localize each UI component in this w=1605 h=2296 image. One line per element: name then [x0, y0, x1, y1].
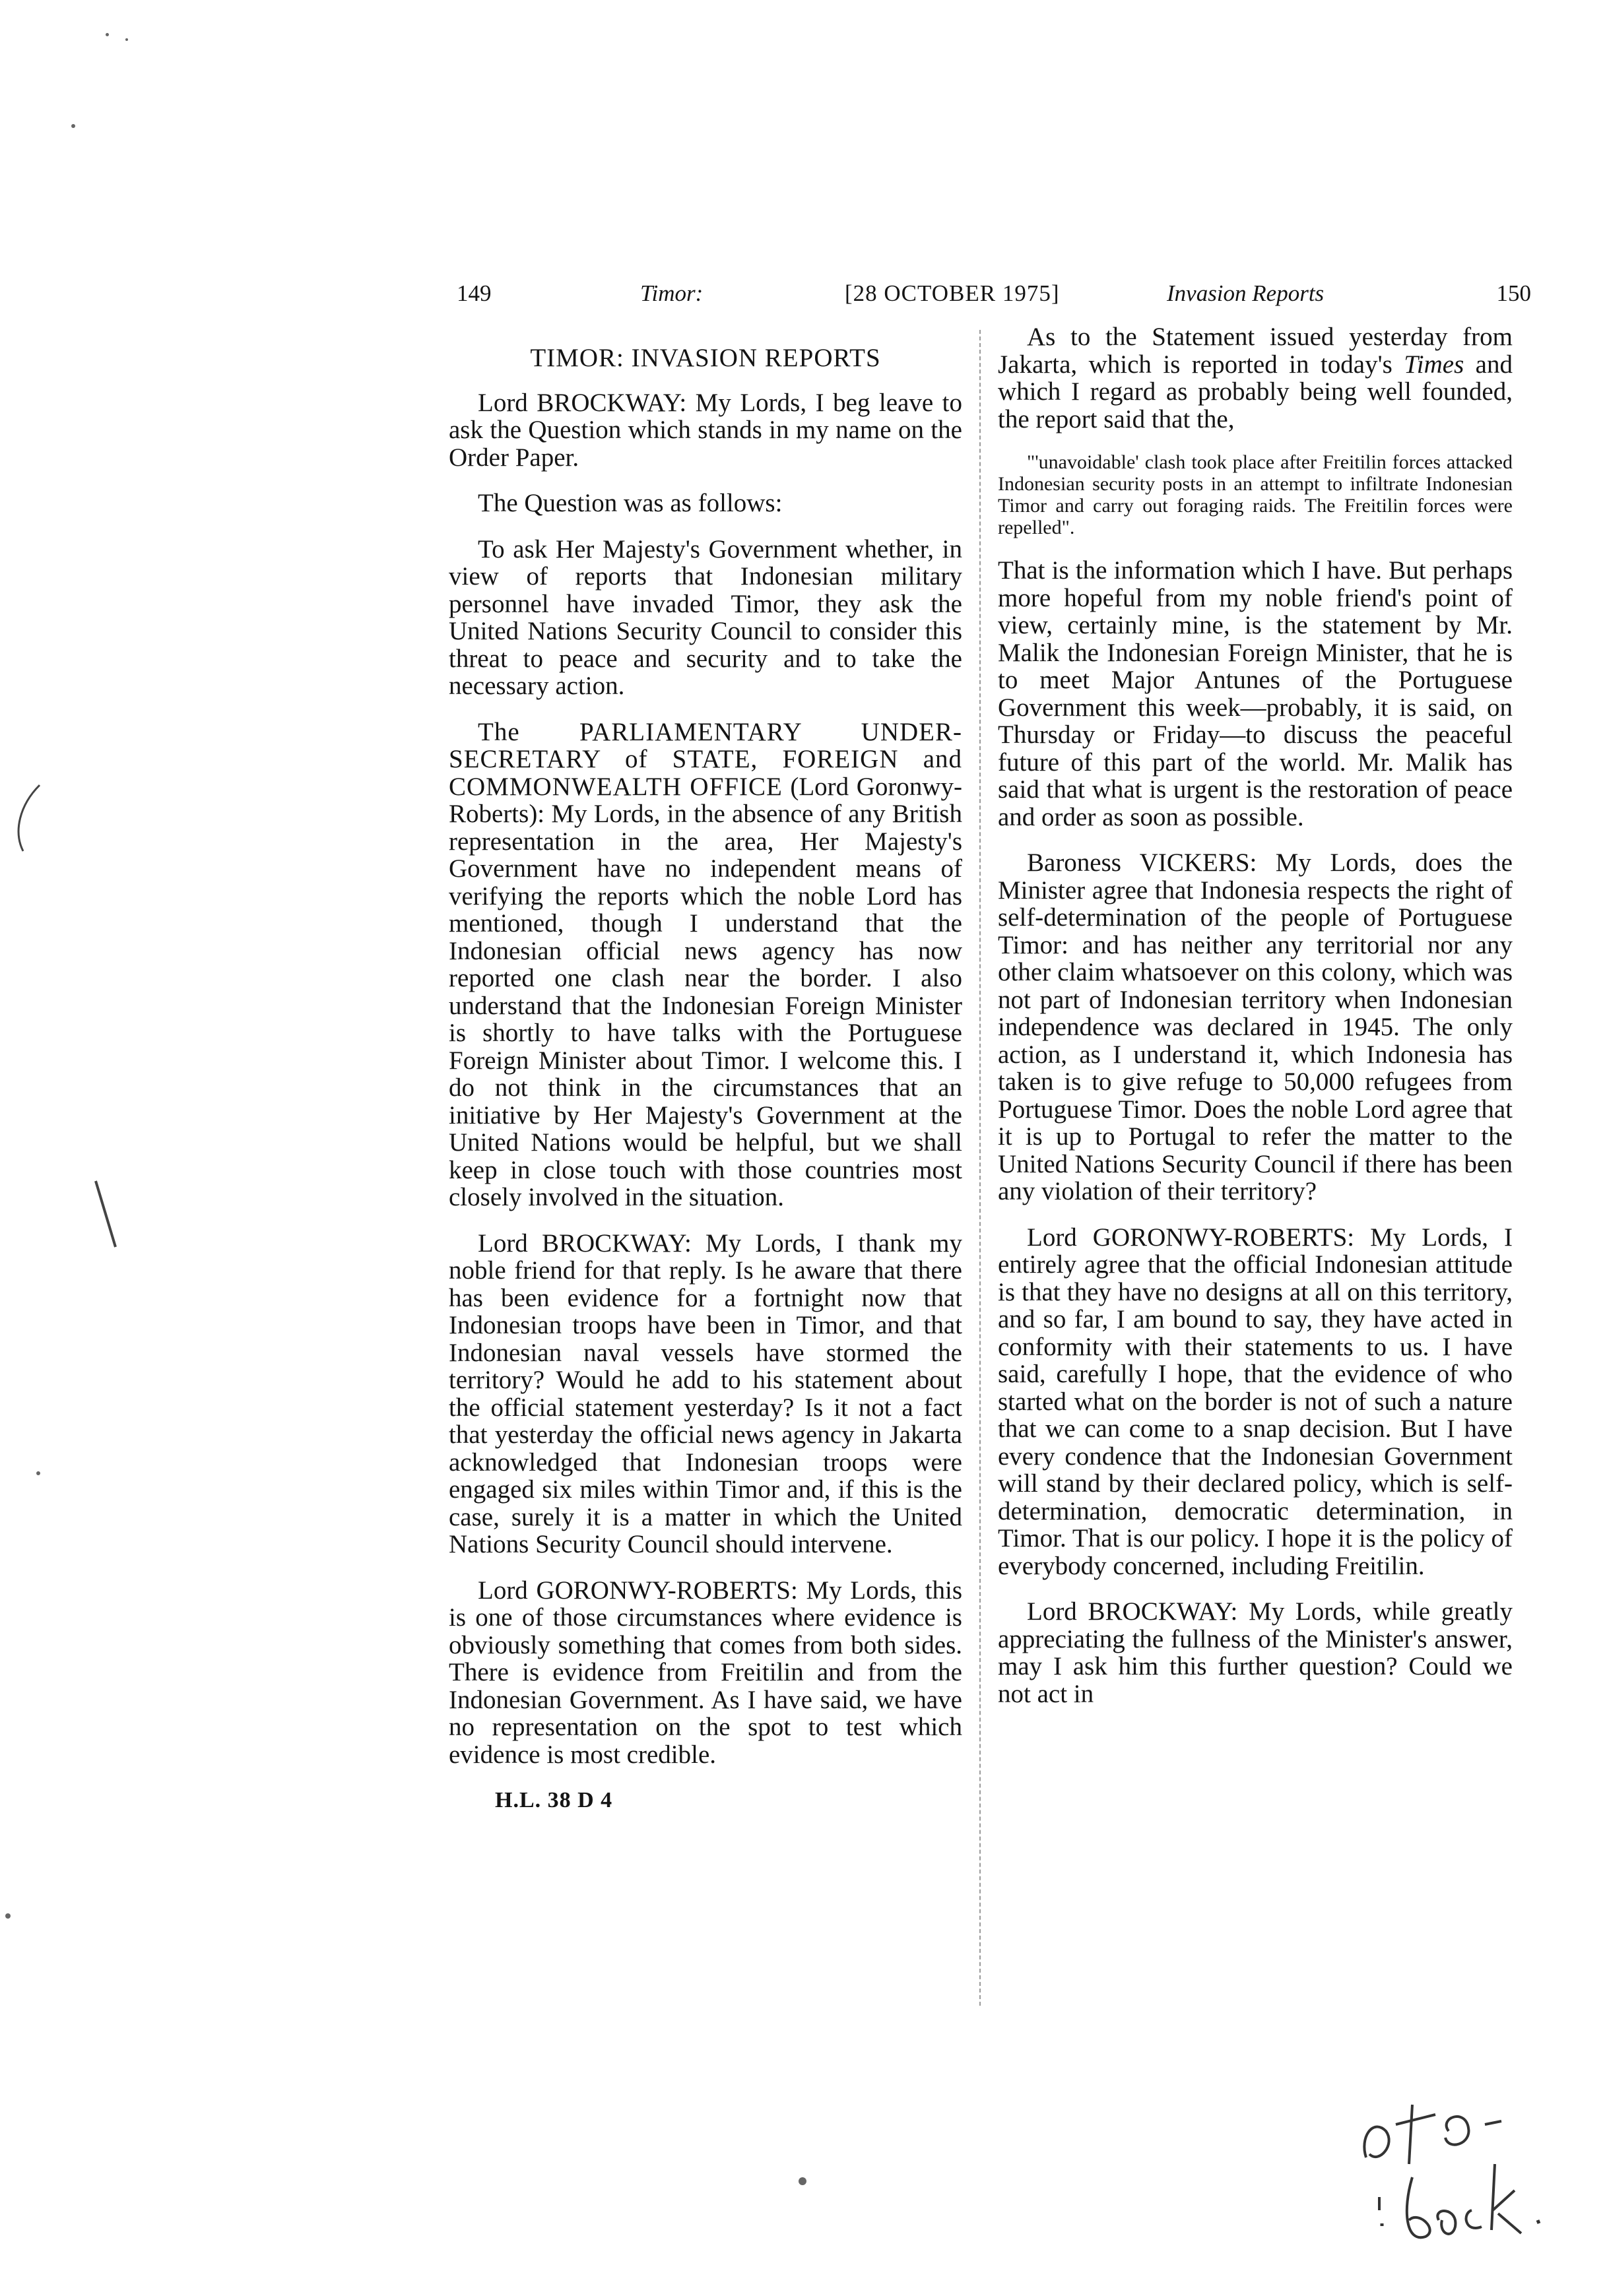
page-number-left: 149: [457, 280, 492, 306]
left-column: [449, 323, 962, 1814]
paragraph-under-secretary-answer: [449, 718, 962, 1211]
text-run: and which I regard as probably being well founded, the report said that the,: [998, 350, 1513, 433]
scan-speck: [106, 33, 109, 36]
handwriting-strokes: [1340, 2078, 1564, 2263]
speaker-title: The PARLIAMENTARY UNDER-SECRETARY of STATE, FOREIGN and COMMONWEALTH OFFICE: [449, 717, 962, 801]
paragraph-goronwy-roberts-answer: Lord GORONWY-ROBERTS: My Lords, I entirely agree that the official Indonesian attitude is that they have no designs at all on this territory, and so far, I am bound to say, they have acted in conformity with their statements to us. I have said, carefully I hope, that the evidence of who started what on the border is not of such a nature that we can come to a snap decision. But I have every condence that the Indonesian Government will stand by their declared policy, which is self-determination, democratic determination, in Timor. That is our policy. I hope it is the policy of everybody concerned, including Freitilin.: [998, 1223, 1513, 1580]
scan-speck: [799, 2177, 806, 2185]
handwritten-annotation: [1340, 2078, 1564, 2263]
scan-speck: [5, 1913, 11, 1919]
answer-body: (Lord Goronwy-Roberts): My Lords, in the absence of any British representation in the area, Her Majesty's Government have no independent means of verifying the reports which the noble Lord has mentioned, though I understand that the Indonesian official news agency has now reported one clash near the border. I also understand that the Indonesian Foreign Minister is shortly to have talks with the Portuguese Foreign Minister about Timor. I welcome this. I do not think in the circumstances that an initiative by Her Majesty's Government at the United Nations would be helpful, but we shall keep in close touch with those countries most closely involved in the situation.: [449, 772, 962, 1211]
paragraph-question-intro: The Question was as follows:: [478, 489, 783, 517]
scan-speck: [125, 38, 128, 41]
quoted-report: "'unavoidable' clash took place after Freitilin forces attacked Indonesian security posts in an attempt to infiltrate Indonesian Timor and carry out foraging raids. The Freitilin forces were repelled".: [998, 451, 1513, 538]
scan-speck: [71, 124, 75, 128]
paragraph-brockway-question: Lord BROCKWAY: My Lords, I beg leave to ask the Question which stands in my name on the Order Paper.: [449, 388, 962, 472]
running-head-date: [28 OCTOBER 1975]: [845, 280, 1060, 306]
paragraph-vickers-question: Baroness VICKERS: My Lords, does the Minister agree that Indonesia respects the right of self-determination of the people of Portuguese Timor: and has neither any territorial nor any other claim whatsoever on this colony, which was not part of Indonesian territory when Indonesian independence was declared in 1945. The only action, as I understand it, which Indonesia has taken is to give refuge to 50,000 refugees from Portuguese Timor. Does the noble Lord agree that it is up to Portugal to refer the matter to the United Nations Security Council if there has been any violation of their territory?: [998, 848, 1513, 1205]
paragraph-goronwy-roberts-reply: Lord GORONWY-ROBERTS: My Lords, this is one of those circumstances where evidence is obviously something that comes from both sides. There is evidence from Freitilin and from the Indonesian Government. As I have said, we have no representation on the spot to test which evidence is most credible.: [449, 1576, 962, 1769]
paragraph-brockway-reply: Lord BROCKWAY: My Lords, I thank my noble friend for that reply. Is he aware that there has been evidence for a fortnight now that Indonesian troops have been in Timor, and that Indonesian naval vessels have stormed the territory? Would he add to his statement about the official statement yesterday? Is it not a fact that yesterday the official news agency in Jakarta acknowledged that Indonesian troops were engaged six miles within Timor and, if this is the case, surely it is a matter in which the United Nations Security Council should intervene.: [449, 1228, 962, 1558]
page-number-right: 150: [1496, 280, 1531, 306]
section-title: TIMOR: INVASION REPORTS: [530, 344, 881, 372]
printer-signature: H.L. 38 D 4: [495, 1788, 613, 1812]
running-head-left: Timor:: [640, 280, 704, 306]
right-column: [998, 323, 1513, 1726]
margin-mark-slash: [92, 1174, 119, 1254]
column-divider: [979, 330, 981, 2006]
newspaper-name: Times: [1404, 350, 1464, 379]
quoted-question: To ask Her Majesty's Government whether, in view of reports that Indonesian military personnel have invaded Timor, they ask the United Nations Security Council to consider this threat to peace and security and to take the necessary action.: [449, 534, 962, 700]
paragraph-brockway-further-question: Lord BROCKWAY: My Lords, while greatly appreciating the fullness of the Minister's answer, may I ask him this further question? Could we not act in: [998, 1597, 1513, 1708]
running-head-right: Invasion Reports: [1167, 280, 1325, 306]
margin-mark-curve: [7, 779, 46, 858]
paragraph-malik-statement: That is the information which I have. But perhaps more hopeful from my noble friend's point of view, certainly mine, is the statement by Mr. Malik the Indonesian Foreign Minister, that he is to meet Major Antunes of the Portuguese Government this week—probably, it is said, on Thursday or Friday—to discuss the peaceful future of this part of the world. Mr. Malik has said that what is urgent is the restoration of peace and order as soon as possible.: [998, 556, 1513, 831]
page-header: [449, 280, 1531, 320]
scan-speck: [36, 1471, 40, 1475]
paragraph-jakarta-statement: [998, 323, 1513, 433]
text-run: As to the Statement issued yesterday from Jakarta, which is reported in today's: [998, 323, 1513, 379]
